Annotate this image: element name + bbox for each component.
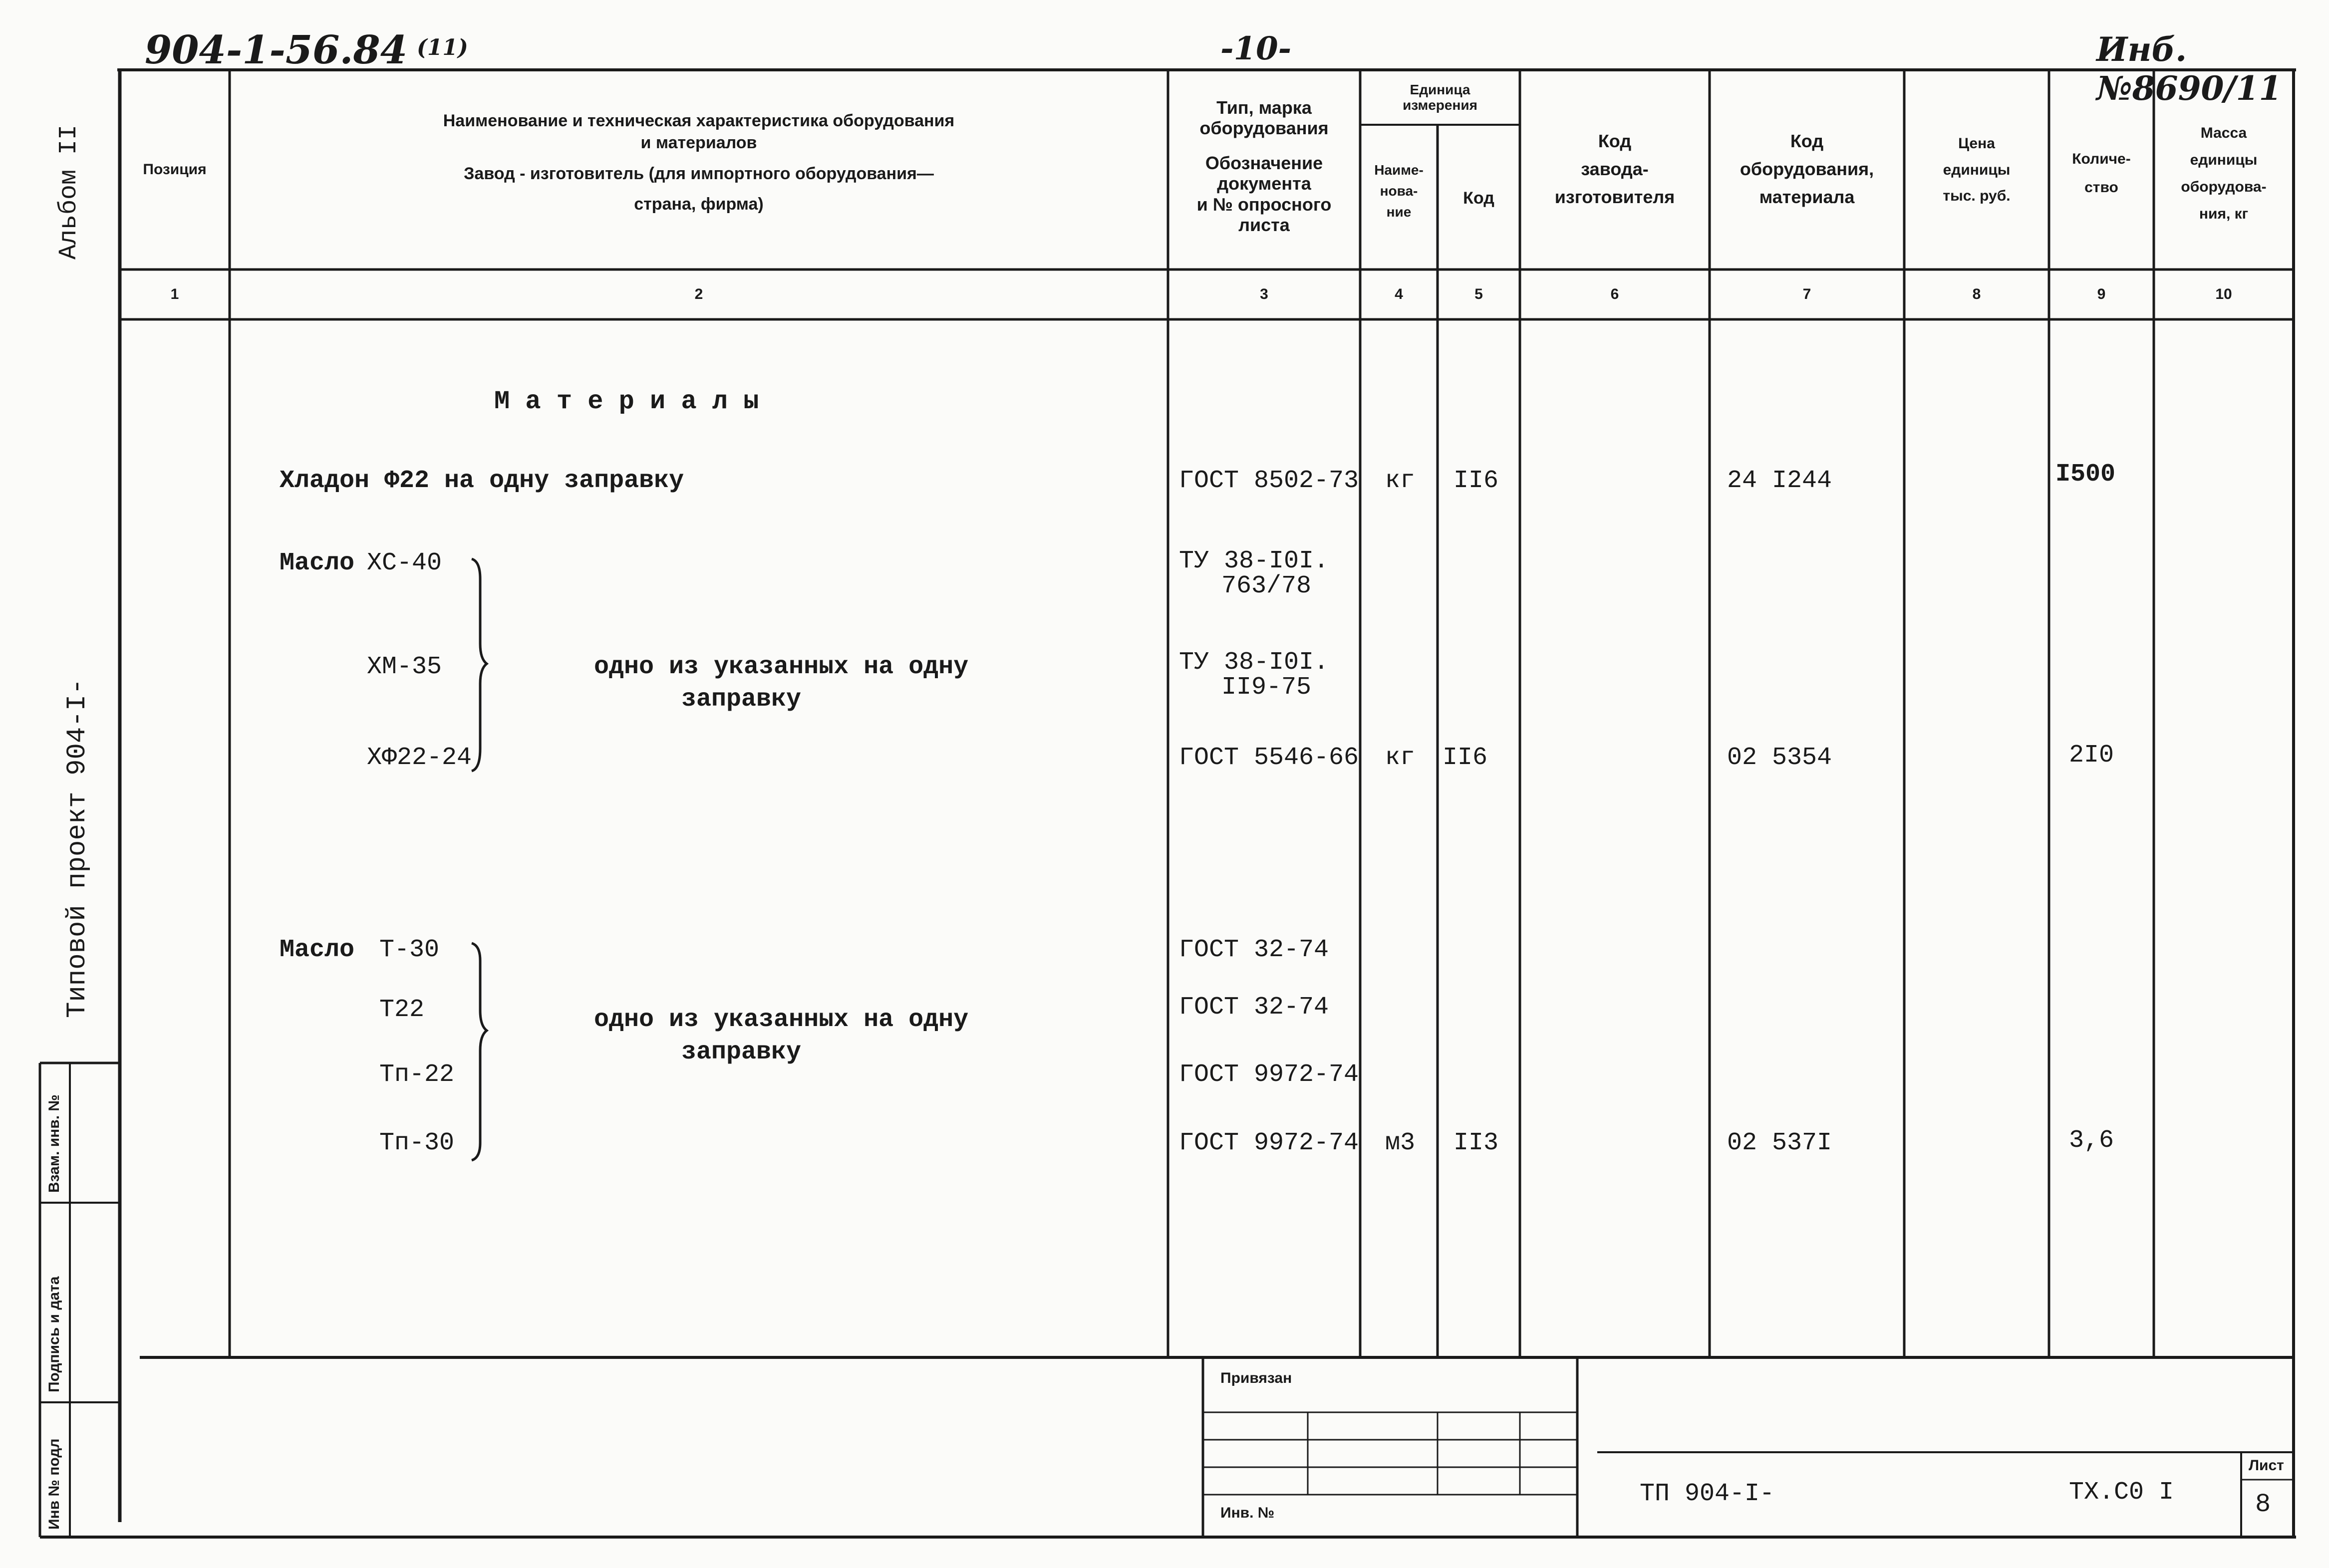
group1-doc-3: ГОСТ 5546-66 — [1179, 744, 1359, 772]
group1-note-line1: одно из указанных на одну — [594, 653, 969, 681]
row-freon-unit: кг — [1385, 467, 1416, 495]
group2-unit: м3 — [1385, 1129, 1416, 1157]
section-title: М а т е р и а л ы — [494, 387, 759, 416]
group2-doc-2: ГОСТ 32-74 — [1179, 993, 1329, 1022]
group1-note-line2: заправку — [681, 685, 802, 714]
project-designation: ТП 904-I- — [1640, 1480, 1775, 1508]
group1-code: II6 — [1443, 744, 1488, 772]
row-freon-name: Хладон Ф22 на одну заправку — [280, 467, 684, 495]
project-label: Типовой проект 904-I- — [62, 678, 93, 1018]
group2-quantity: 3,6 — [2069, 1126, 2114, 1155]
album-label: Альбом II — [55, 124, 83, 260]
group2-material-code: 02 537I — [1727, 1129, 1832, 1157]
header-unit-code: Код — [1463, 189, 1494, 208]
inventory-number: Инб. №8690/11 — [2096, 30, 2282, 108]
document-series: ТХ.С0 I — [2069, 1478, 2174, 1507]
header-position: Позиция — [143, 161, 207, 178]
group2-item-2: Т22 — [379, 996, 425, 1024]
sheet-number: 8 — [2255, 1490, 2271, 1519]
group2-doc-3: ГОСТ 9972-74 — [1179, 1060, 1359, 1089]
column-number-2: 2 — [694, 286, 703, 302]
row-freon-quantity: I500 — [2055, 460, 2116, 489]
group1-doc-2: ТУ 38-I0I. II9-75 — [1179, 648, 1329, 702]
document-code: 904-1-56.84 — [145, 27, 408, 73]
header-unit-group: Единица измерения — [1403, 82, 1477, 113]
group1-item-1: ХС-40 — [367, 549, 442, 577]
header-quantity: Количе- ство — [2072, 151, 2131, 196]
stamp-label-signature: Подпись и дата — [46, 1276, 62, 1392]
column-number-5: 5 — [1474, 286, 1483, 302]
row-freon-material-code: 24 I244 — [1727, 467, 1832, 495]
header-unit-name: Наиме- нова- ние — [1374, 162, 1424, 220]
header-type: Тип, марка оборудования Обозначение документа и № опросного листа — [1196, 97, 1332, 235]
column-number-8: 8 — [1972, 286, 1981, 302]
group2-doc-4: ГОСТ 9972-74 — [1179, 1129, 1359, 1157]
column-number-7: 7 — [1802, 286, 1811, 302]
group2-label: Масло — [280, 936, 355, 964]
group2-code: II3 — [1454, 1129, 1499, 1157]
column-number-3: 3 — [1260, 286, 1268, 302]
group2-doc-1: ГОСТ 32-74 — [1179, 936, 1329, 964]
inventory-label: Инв. № — [1220, 1505, 1275, 1521]
header-name: Наименование и техническая характеристика оборудования и материалов Завод - изготовитель (для импортного оборудования— страна, фирма) — [443, 111, 955, 214]
stamp-label-replaced: Взам. инв. № — [46, 1094, 62, 1193]
header-maker-code: Код завода- изготовителя — [1554, 131, 1675, 207]
header-mass: Масса единицы оборудова- ния, кг — [2181, 125, 2267, 222]
column-number-10: 10 — [2215, 286, 2232, 302]
group2-item-3: Тп-22 — [379, 1060, 455, 1089]
group1-quantity: 2I0 — [2069, 741, 2114, 770]
column-number-6: 6 — [1610, 286, 1619, 302]
sheet-reference: (11) — [417, 35, 468, 60]
header-material-code: Код оборудования, материала — [1740, 131, 1874, 207]
column-number-9: 9 — [2097, 286, 2106, 302]
group1-item-2: ХМ-35 — [367, 653, 442, 681]
stamp-label-original: Инв № подл — [46, 1438, 62, 1530]
sheet-label: Лист — [2249, 1457, 2284, 1474]
column-number-1: 1 — [170, 286, 179, 302]
group1-doc-1: ТУ 38-I0I. 763/78 — [1179, 547, 1329, 600]
group1-item-3: ХФ22-24 — [367, 744, 472, 772]
group1-unit: кг — [1385, 744, 1416, 772]
group2-item-1: Т-30 — [379, 936, 440, 964]
row-freon-doc: ГОСТ 8502-73 — [1179, 467, 1359, 495]
group1-label: Масло — [280, 549, 355, 577]
header-price: Цена единицы тыс. руб. — [1943, 135, 2011, 204]
page-number: -10- — [1220, 30, 1292, 67]
group2-note-line1: одно из указанных на одну — [594, 1006, 969, 1034]
column-number-4: 4 — [1395, 286, 1403, 302]
group2-note-line2: заправку — [681, 1038, 802, 1066]
row-freon-code: II6 — [1454, 467, 1499, 495]
group1-material-code: 02 5354 — [1727, 744, 1832, 772]
group2-item-4: Тп-30 — [379, 1129, 455, 1157]
attached-label: Привязан — [1220, 1370, 1292, 1386]
